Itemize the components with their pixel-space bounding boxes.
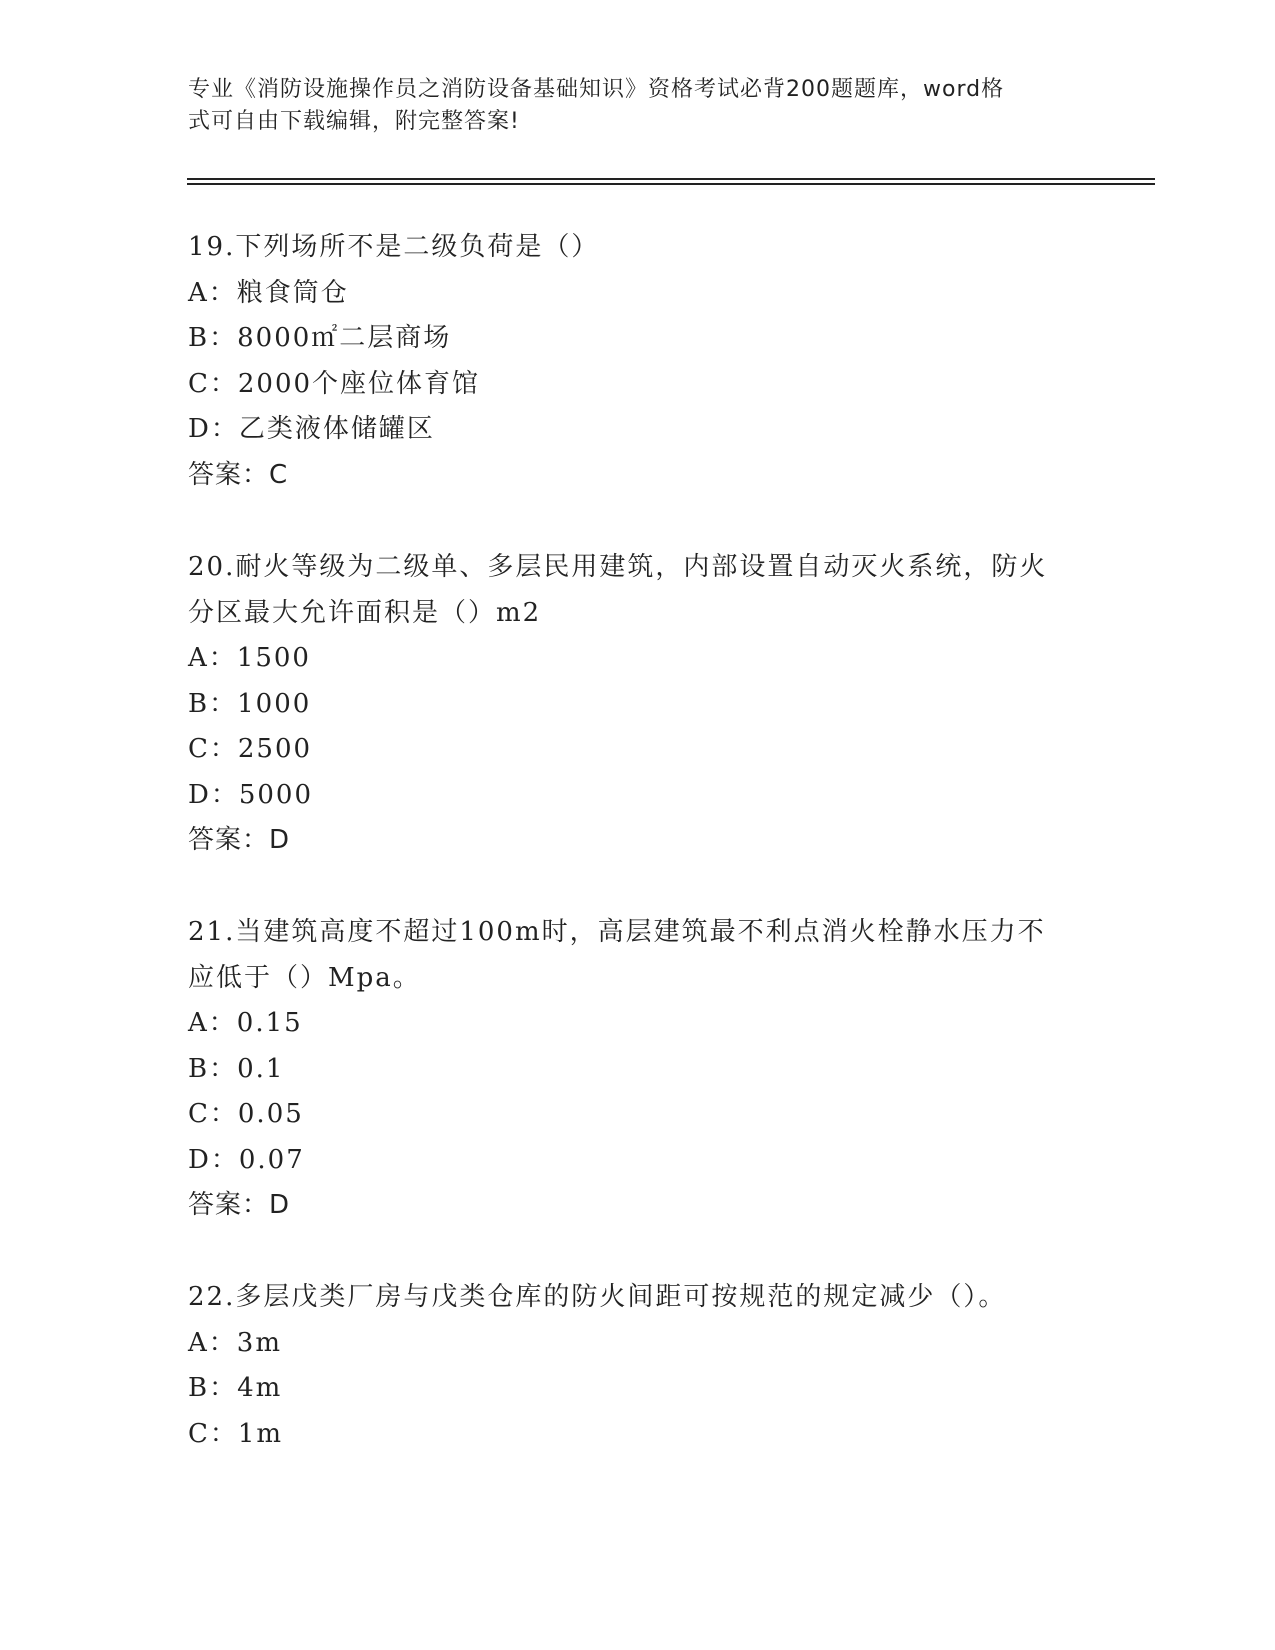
header-divider-bottom bbox=[187, 183, 1155, 185]
header-divider-top bbox=[187, 178, 1155, 180]
option-a: A：1500 bbox=[188, 643, 311, 673]
option-d: D：0.07 bbox=[188, 1144, 305, 1175]
option-a: A：粮食筒仓 bbox=[188, 277, 349, 308]
option-b: B：8000㎡二层商场 bbox=[188, 323, 452, 353]
header-line-2: 式可自由下载编辑，附完整答案! bbox=[188, 109, 520, 134]
document-header bbox=[188, 74, 1068, 138]
question-stem: 19.下列场所不是二级负荷是（） bbox=[188, 232, 600, 262]
question-20 bbox=[188, 545, 1088, 864]
option-c: C：2500 bbox=[188, 734, 313, 764]
question-stem-line-2: 分区最大允许面积是（）m2 bbox=[188, 597, 542, 628]
question-22 bbox=[188, 1275, 1088, 1457]
question-stem-line-1: 20.耐火等级为二级单、多层民用建筑，内部设置自动灭火系统，防火 bbox=[188, 552, 1048, 582]
question-stem-line-2: 应低于（）Mpa。 bbox=[188, 962, 421, 993]
option-a: A：0.15 bbox=[188, 1008, 303, 1038]
option-b: B：4m bbox=[188, 1373, 283, 1403]
header-line-1: 专业《消防设施操作员之消防设备基础知识》资格考试必背200题题库，word格 bbox=[188, 77, 1005, 102]
answer: 答案：D bbox=[188, 825, 291, 855]
question-stem: 22.多层戊类厂房与戊类仓库的防火间距可按规范的规定减少（）。 bbox=[188, 1282, 1007, 1312]
option-d: D：5000 bbox=[188, 779, 314, 810]
option-c: C：2000个座位体育馆 bbox=[188, 368, 481, 399]
option-a: A：3m bbox=[188, 1327, 282, 1358]
option-b: B：1000 bbox=[188, 688, 312, 719]
option-c: C：1m bbox=[188, 1418, 284, 1449]
option-d: D：乙类液体储罐区 bbox=[188, 414, 435, 444]
question-stem-line-1: 21.当建筑高度不超过100m时，高层建筑最不利点消火栓静水压力不 bbox=[188, 917, 1046, 947]
question-21 bbox=[188, 910, 1088, 1229]
option-b: B：0.1 bbox=[188, 1053, 285, 1084]
answer: 答案：D bbox=[188, 1190, 291, 1220]
question-19 bbox=[188, 225, 1088, 498]
answer: 答案：C bbox=[188, 459, 289, 490]
option-c: C：0.05 bbox=[188, 1099, 304, 1129]
